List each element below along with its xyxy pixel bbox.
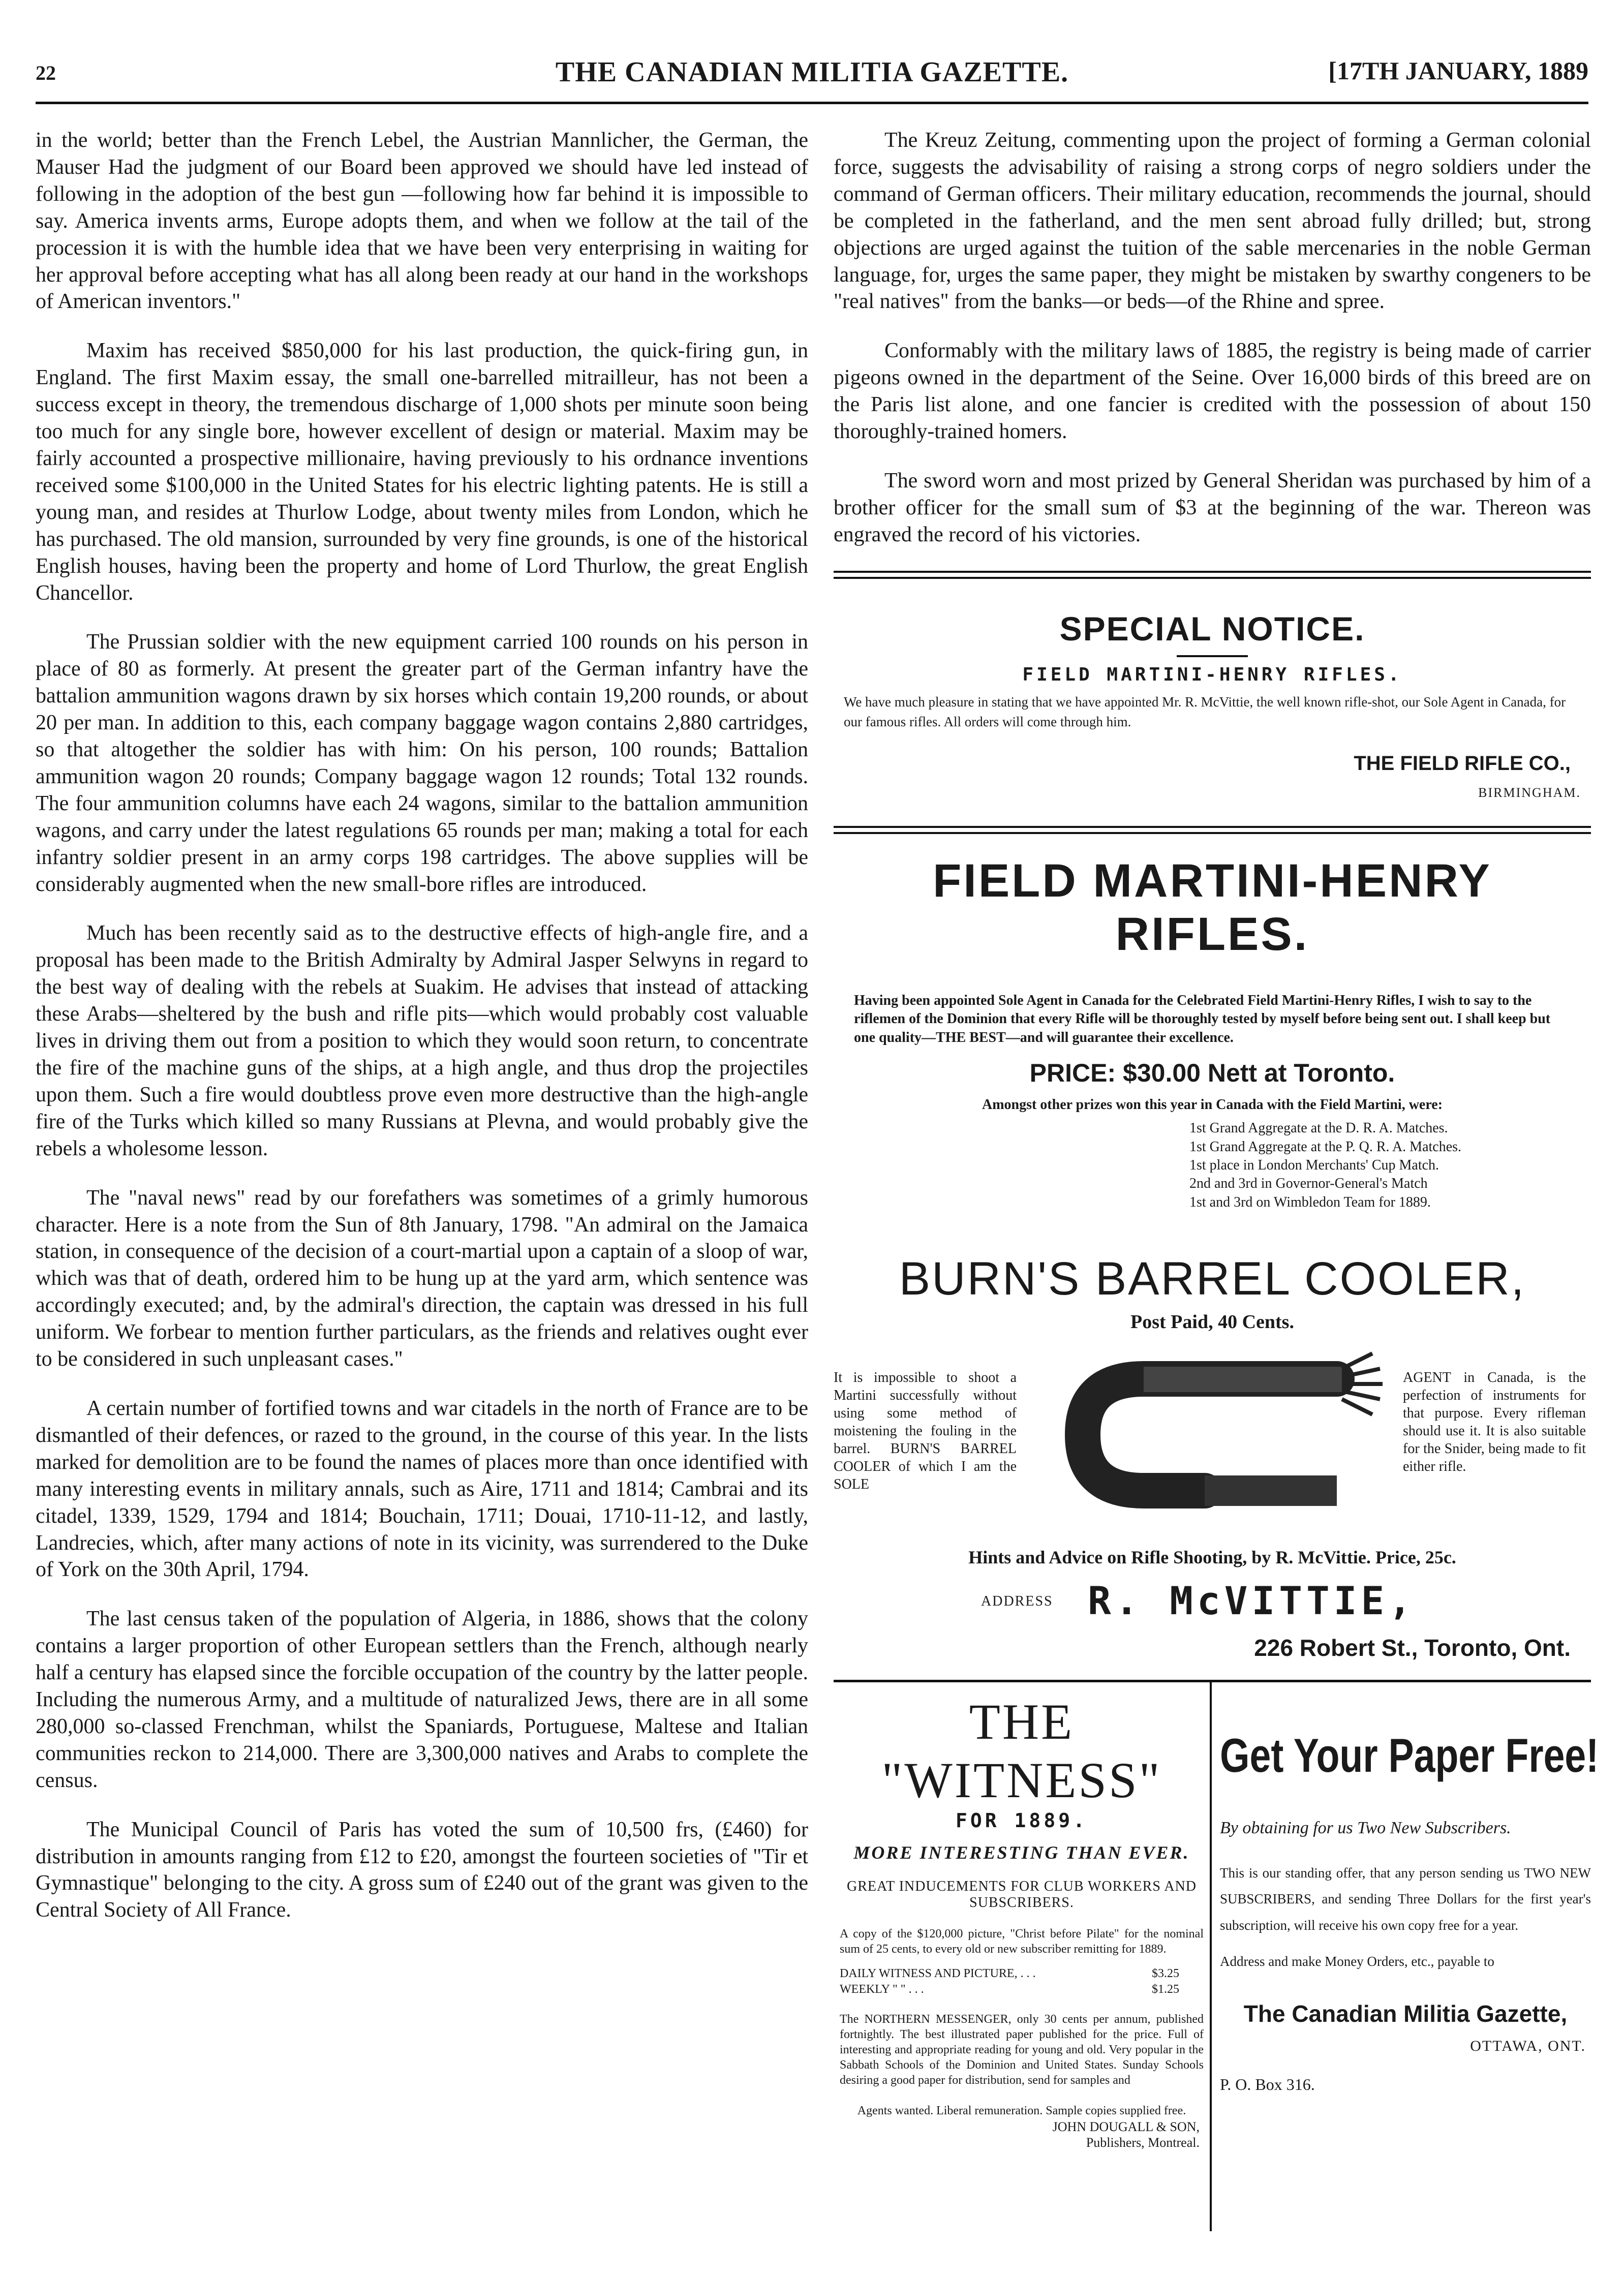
prize-item: 1st Grand Aggregate at the P. Q. R. A. Matches. (1189, 1138, 1462, 1155)
witness-tagline: MORE INTERESTING THAN EVER. (853, 1842, 1190, 1863)
advertiser-name: R. McVITTIE, (1088, 1578, 1416, 1624)
free-paper-byline: By obtaining for us Two New Subscribers. (1220, 1819, 1511, 1838)
prizes-heading: Amongst other prizes won this year in Canada with the Field Martini, were: (982, 1097, 1443, 1113)
messenger-text: The NORTHERN MESSENGER, only 30 cents per annum, published fortnightly. The best illustrated paper published for the price. Full of interesting and appropriate reading for young and old. Very popular in the Sabbath Schools of the Dominion and United States. Sunday Schools desiring a good paper for distribution, send for samples and (840, 2013, 1204, 2087)
burns-ad (834, 1252, 1591, 1661)
page-number: 22 (36, 61, 56, 84)
daily-price: $3.25 (1152, 1967, 1179, 1981)
notice-title: SPECIAL NOTICE. (1059, 609, 1365, 648)
weekly-label: WEEKLY " " . . . (840, 1983, 924, 1996)
martini-title: FIELD MARTINI-HENRY RIFLES. (933, 854, 1492, 960)
daily-label: DAILY WITNESS AND PICTURE, . . . (840, 1967, 1036, 1981)
article-paragraph: The Municipal Council of Paris has voted the sum of 10,500 frs, (£460) for distribution in amounts ranging from £12 to £20, amongst the fourteen societies of "Tir et Gymnastique" belonging to the city. A gross sum of £240 out of the grant was given to the Central Society of All France. (36, 1818, 808, 1922)
burns-illustration-row (834, 1348, 1591, 1531)
article-paragraph: The last census taken of the population of Algeria, in 1886, shows that the colony contains a larger proportion of other European settlers than the French, although nearly half a century has elapsed since the forcible occupation of the country by the latter people. Including the numerous Army, and a multitude of naturalized Jews, there are in all some 280,000 so-classed Frenchman, whilst the Spaniards, Portuguese, Maltese and Italian communities reckon to 214,000. There are 3,300,000 natives and Arabs to complete the census. (36, 1607, 808, 1792)
page-header (36, 56, 1588, 102)
barrel-cooler-icon (1052, 1348, 1388, 1531)
publisher-name: JOHN DOUGALL & SON, (1052, 2119, 1200, 2135)
header-rule (36, 102, 1588, 104)
street-address: 226 Robert St., Toronto, Ont. (1254, 1635, 1571, 1661)
burns-title: BURN'S BARREL COOLER, (899, 1253, 1526, 1305)
witness-year: FOR 1889. (956, 1809, 1088, 1832)
gazette-name: The Canadian Militia Gazette, (1243, 2000, 1568, 2027)
martini-ad (834, 854, 1591, 1212)
witness-ad (834, 1682, 1212, 2231)
short-rule (1177, 655, 1248, 657)
issue-date: [17TH JANUARY, 1889 (1328, 56, 1588, 85)
section-divider (834, 826, 1591, 834)
article-paragraph: A certain number of fortified towns and war citadels in the north of France are to be dismantled of their defences, or razed to the ground, in the course of this year. In the lists marked for demolition are to be found the names of places more than once identified with many interesting events in military annals, such as Aire, 1711 and 1814; Cambrai and its citadel, 1339, 1529, 1794 and 1814; Bouchain, 1711; Douai, 1710-11-12, and lastly, Landrecies, which, after many actions of note in its vicinity, was surrendered to the Duke of York on the 30th April, 1794. (36, 1396, 808, 1582)
burns-right-text: AGENT in Canada, is the perfection of instruments for that purpose. Every rifleman should use it. It is also suitable for the Snider, being made to fit either rifle. (1403, 1370, 1586, 1475)
right-articles (834, 127, 1591, 548)
prize-item: 1st place in London Merchants' Cup Match. (1189, 1157, 1439, 1173)
article-paragraph: The Kreuz Zeitung, commenting upon the project of forming a German colonial force, suggests the advisability of raising a strong corps of negro soldiers under the command of German officers. Their military education, recommends the journal, should be completed in the fatherland, and the men sent abroad fully drilled; but, strong objections are urged against the tuition of the sable mercenaries in the noble German language, for, urges the same paper, they might be mistaken by swarthy congeners to be "real natives" from the banks—or beds—of the Rhine and spree. (834, 129, 1591, 314)
special-notice (834, 609, 1591, 800)
free-paper-body: This is our standing offer, that any person sending us TWO NEW SUBSCRIBERS, and sending Three Dollars for the first year's subscription, will receive his own copy free for a year. (1220, 1865, 1591, 1933)
weekly-price-row (840, 1983, 1179, 1996)
right-column (834, 127, 1599, 2231)
section-divider (834, 571, 1591, 579)
newspaper-title: THE CANADIAN MILITIA GAZETTE. (555, 56, 1069, 88)
article-paragraph: in the world; better than the French Lebel, the Austrian Mannlicher, the German, the Mauser Had the judgment of our Board been approved we should have led instead of following in the adoption of the best gun —following how far behind it is impossible to say. America invents arms, Europe adopts them, and when we follow at the tail of the procession it is with the humble idea that we have been very enterprising in waiting for her approval before accepting what has all along been ready at our hand in the workshops of American inventors." (36, 129, 808, 314)
burns-subtitle: Post Paid, 40 Cents. (1130, 1311, 1294, 1333)
prizes-list (1189, 1119, 1591, 1212)
prize-item: 1st and 3rd on Wimbledon Team for 1889. (1189, 1194, 1431, 1210)
agents-wanted: Agents wanted. Liberal remuneration. Sample copies supplied free. (857, 2104, 1186, 2118)
article-paragraph: The Prussian soldier with the new equipment carried 100 rounds on his person in place of 80 as formerly. At present the greater part of the German infantry have the battalion ammunition wagons drawn by six horses which contain 19,200 rounds, or about 20 per man. In addition to this, each company baggage wagon contains 2,880 cartridges, so that altogether the soldier has with him: On his person, 100 rounds; Battalion ammunition wagon 20 rounds; Company baggage wagon 12 rounds; Total 132 rounds. The four ammunition columns have each 24 wagons, similar to the battalion ammunition wagons, and carry under the latest regulations 65 rounds per man; making a total for each infantry soldier present in an army corps 198 cartridges. The above supplies will be considerably augmented when the new small-bore rifles are introduced. (36, 630, 808, 896)
publisher-city: Publishers, Montreal. (1086, 2135, 1200, 2150)
gazette-city: OTTAWA, ONT. (1470, 2038, 1586, 2055)
bottom-ads (834, 1680, 1599, 2231)
martini-price: PRICE: $30.00 Nett at Toronto. (1029, 1059, 1395, 1088)
article-paragraph: Conformably with the military laws of 1885, the registry is being made of carrier pigeons owned in the department of the Seine. Over 16,000 birds of this breed are on the Paris list alone, and one fancier is credited with the possession of about 150 thoroughly-trained homers. (834, 339, 1591, 444)
free-paper-title: Get Your Paper Free! (1220, 1729, 1599, 1782)
article-paragraph: The "naval news" read by our forefathers was sometimes of a grimly humorous character. Here is a note from the Sun of 8th January, 1798. "An admiral on the Jamaica station, in consequence of the decision of a court-martial upon a captain of a sloop of war, which was that of death, ordered him to be hung up at the yard arm, which sentence was accordingly executed; and, by the admiral's direction, the captain was dressed in his full uniform. We forbear to mention further particulars, as the friends and relatives ought ever to be considered in such unpleasant cases." (36, 1186, 808, 1371)
prize-item: 1st Grand Aggregate at the D. R. A. Matches. (1189, 1120, 1448, 1136)
free-paper-ad (1220, 1682, 1599, 2231)
notice-signature: THE FIELD RIFLE CO., (1354, 752, 1571, 775)
burns-left-text: It is impossible to shoot a Martini successfully without using some method of moistening the fouling in the barrel. BURN'S BARREL COOLER of which I am the SOLE (834, 1370, 1017, 1493)
martini-body: Having been appointed Sole Agent in Canada for the Celebrated Field Martini-Henry Rifles, I wish to say to the riflemen of the Dominion that every Rifle will be thoroughly tested by myself before being sent out. I shall keep but one quality—THE BEST—and will guarantee their excellence. (854, 992, 1551, 1045)
article-paragraph: The sword worn and most prized by General Sheridan was purchased by him of a brother officer for the small sum of $3 at the beginning of the war. Thereon was engraved the record of his victories. (834, 469, 1591, 546)
article-paragraph: Maxim has received $850,000 for his last production, the quick-firing gun, in England. The first Maxim essay, the small one-barrelled mitrailleur, has not been a success except in theory, the tremendous discharge of 1,000 shots per minute soon being too much for any single bore, however excellent of design or material. Maxim may be fairly accounted a prospective millionaire, having previously to his ordnance inventions received some $100,000 in the United States for his electric lighting patents. He is still a young man, and resides at Thurlow Lodge, about twenty miles from London, which he has purchased. The old mansion, surrounded by very fine grounds, is one of the historical English houses, having been the property and home of Lord Thurlow, the great English Chancellor. (36, 339, 808, 605)
hints-line: Hints and Advice on Rifle Shooting, by R. McVittie. Price, 25c. (968, 1547, 1456, 1568)
notice-city: BIRMINGHAM. (1478, 785, 1581, 800)
po-box: P. O. Box 316. (1220, 2075, 1315, 2094)
weekly-price: $1.25 (1152, 1983, 1179, 1996)
daily-price-row (840, 1967, 1179, 1981)
address-label: ADDRESS (981, 1593, 1053, 1610)
witness-inducements: GREAT INDUCEMENTS FOR CLUB WORKERS AND SUBSCRIBERS. (846, 1878, 1197, 1911)
free-paper-address: Address and make Money Orders, etc., payable to (1220, 1953, 1494, 1969)
left-column (36, 127, 808, 1946)
address-row (834, 1578, 1591, 1634)
notice-body: We have much pleasure in stating that we have appointed Mr. R. McVittie, the well known rifle-shot, our Sole Agent in Canada, for our famous rifles. All orders will come through him. (844, 694, 1566, 729)
article-paragraph: Much has been recently said as to the destructive effects of high-angle fire, and a proposal has been made to the British Admiralty by Admiral Jasper Selwyns in regard to the best way of dealing with the rebels at Suakim. He advises that instead of attacking these Arabs—sheltered by the bush and rifle pits—which would probably cost valuable lives in driving them out from a position to which they would soon return, to concentrate the fire of the machine guns of the ships, at a high angle, and thus drop the projectiles upon them. Such a fire would doubtless prove even more destructive than the high-angle fire of the Turks which killed so many Russians at Plevna, and would probably give the rebels a wholesome lesson. (36, 921, 808, 1160)
notice-subtitle: FIELD MARTINI-HENRY RIFLES. (1022, 664, 1402, 685)
witness-title: THE "WITNESS" (881, 1693, 1162, 1809)
prize-item: 2nd and 3rd in Governor-General's Match (1189, 1176, 1428, 1192)
witness-offer: A copy of the $120,000 picture, "Christ before Pilate" for the nominal sum of 25 cents, to every old or new subscriber remitting for 1889. (840, 1927, 1204, 1956)
